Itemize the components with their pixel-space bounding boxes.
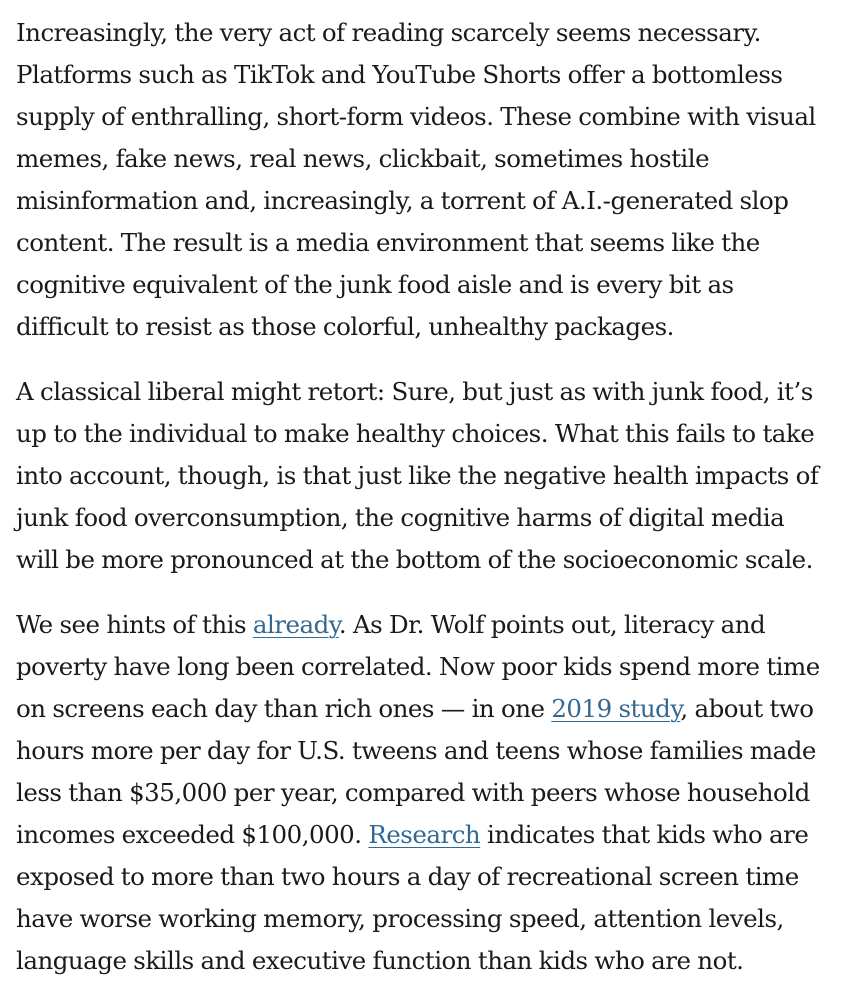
- paragraph-line: [16, 604, 862, 646]
- paragraph-line: memes, fake news, real news, clickbait, sometimes hostile: [16, 144, 710, 173]
- line-text: We see hints of this: [16, 610, 253, 639]
- paragraph-2: [16, 371, 862, 581]
- paragraph-line: misinformation and, increasingly, a torrent of A.I.-generated slop: [16, 186, 789, 215]
- paragraph-line: less than $35,000 per year, compared with peers whose household: [16, 778, 810, 807]
- paragraph-line: Platforms such as TikTok and YouTube Shorts offer a bottomless: [16, 60, 783, 89]
- paragraph-line: difficult to resist as those colorful, unhealthy packages.: [16, 312, 674, 341]
- paragraph-line: language skills and executive function than kids who are not.: [16, 946, 744, 975]
- line-text: on screens each day than rich ones — in one: [16, 694, 552, 723]
- paragraph-line: will be more pronounced at the bottom of the socioeconomic scale.: [16, 545, 813, 574]
- line-text: incomes exceeded $100,000.: [16, 820, 369, 849]
- paragraph-line: A classical liberal might retort: Sure, but just as with junk food, it’s: [16, 377, 813, 406]
- paragraph-line: have worse working memory, processing speed, attention levels,: [16, 904, 784, 933]
- line-text: . As Dr. Wolf points out, literacy and: [338, 610, 766, 639]
- paragraph-line: [16, 814, 862, 856]
- paragraph-line: junk food overconsumption, the cognitive harms of digital media: [16, 503, 785, 532]
- link-research[interactable]: Research: [368, 820, 481, 849]
- paragraph-line: poverty have long been correlated. Now poor kids spend more time: [16, 652, 820, 681]
- paragraph-line: exposed to more than two hours a day of recreational screen time: [16, 862, 799, 891]
- paragraph-line: into account, though, is that just like the negative health impacts of: [16, 461, 819, 490]
- paragraph-line: up to the individual to make healthy choices. What this fails to take: [16, 419, 815, 448]
- paragraph-line: cognitive equivalent of the junk food aisle and is every bit as: [16, 270, 734, 299]
- paragraph-line: hours more per day for U.S. tweens and teens whose families made: [16, 736, 816, 765]
- paragraph-line: supply of enthralling, short-form videos. These combine with visual: [16, 102, 816, 131]
- paragraph-line: [16, 688, 862, 730]
- link-2019-study[interactable]: 2019 study: [551, 694, 681, 723]
- paragraph-line: Increasingly, the very act of reading scarcely seems necessary.: [16, 18, 761, 47]
- link-already[interactable]: already: [252, 610, 339, 639]
- article-body: [16, 12, 862, 982]
- paragraph-1: [16, 12, 862, 348]
- line-text: , about two: [680, 694, 814, 723]
- paragraph-line: content. The result is a media environment that seems like the: [16, 228, 760, 257]
- paragraph-3: [16, 604, 862, 982]
- line-text: indicates that kids who are: [480, 820, 809, 849]
